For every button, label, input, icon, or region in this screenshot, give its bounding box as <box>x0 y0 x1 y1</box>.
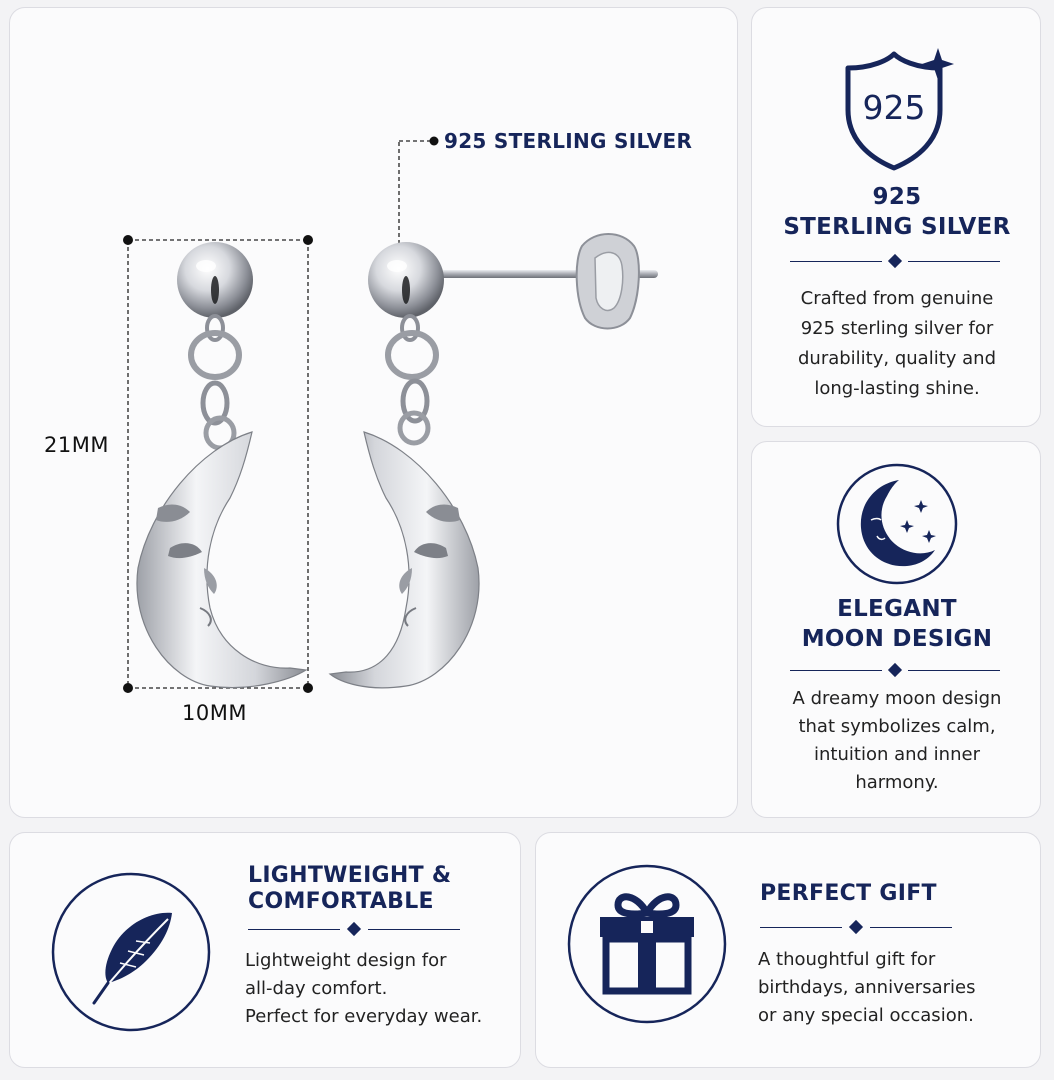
gift-title: PERFECT GIFT <box>760 881 937 906</box>
shield-badge-text: 925 <box>862 88 926 127</box>
product-image-card <box>9 7 738 818</box>
lightweight-title-line1: LIGHTWEIGHT & <box>248 863 452 888</box>
height-dimension-label: 21MM <box>44 433 109 457</box>
material-callout-label: 925 STERLING SILVER <box>444 129 693 153</box>
moon-text-line4: harmony. <box>855 772 939 793</box>
lightweight-title-line2: COMFORTABLE <box>248 889 434 914</box>
lightweight-text-line3: Perfect for everyday wear. <box>245 1006 483 1027</box>
moon-title-line2: MOON DESIGN <box>801 626 993 652</box>
feature-card-moon-design <box>751 441 1041 818</box>
lightweight-text-line2: all-day comfort. <box>245 978 388 999</box>
gift-divider <box>760 921 952 933</box>
gift-text-line3: or any special occasion. <box>758 1005 974 1026</box>
silver-text-line2: 925 sterling silver for <box>800 318 994 339</box>
feature-card-perfect-gift <box>535 832 1041 1068</box>
silver-title-line1: 925 <box>872 184 922 210</box>
silver-text-line4: long-lasting shine. <box>814 378 980 399</box>
width-dimension-label: 10MM <box>182 701 247 725</box>
moon-title-line1: ELEGANT <box>837 596 957 622</box>
gift-text-line2: birthdays, anniversaries <box>758 977 976 998</box>
silver-text-line1: Crafted from genuine <box>800 288 994 309</box>
gift-box-icon <box>566 863 728 1025</box>
moon-text-line3: intuition and inner <box>814 744 980 765</box>
moon-text-line1: A dreamy moon design <box>792 688 1002 709</box>
feather-icon <box>50 871 212 1033</box>
left-earring <box>137 242 306 688</box>
silver-divider <box>790 255 1000 267</box>
moon-divider <box>790 664 1000 676</box>
gift-text-line1: A thoughtful gift for <box>758 949 936 970</box>
lightweight-divider <box>248 923 460 935</box>
lightweight-text-line1: Lightweight design for <box>245 950 447 971</box>
right-earring <box>330 234 658 688</box>
feature-card-sterling-silver <box>751 7 1041 427</box>
moon-text-line2: that symbolizes calm, <box>798 716 996 737</box>
silver-text-line3: durability, quality and <box>797 348 996 369</box>
silver-title-line2: STERLING SILVER <box>783 214 1011 240</box>
feature-card-lightweight <box>9 832 521 1068</box>
moon-stars-icon <box>835 462 959 586</box>
